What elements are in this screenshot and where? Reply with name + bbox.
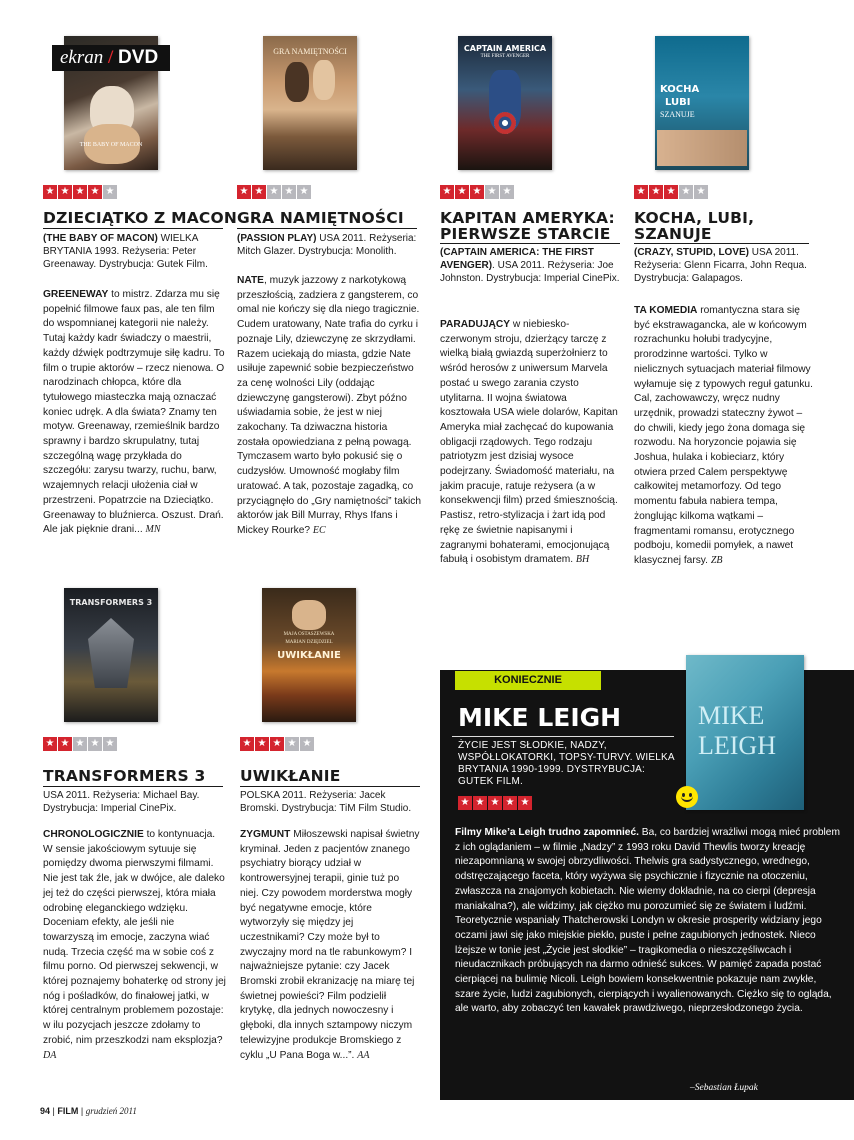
author-initials: EC bbox=[312, 524, 326, 536]
star-icon: ★ bbox=[285, 737, 299, 751]
title-kocha-line2: SZANUJE bbox=[634, 225, 712, 243]
rating-kapitan bbox=[440, 185, 514, 199]
author-initials: BH bbox=[575, 554, 590, 566]
star-icon: ★ bbox=[455, 185, 469, 199]
star-icon: ★ bbox=[73, 185, 87, 199]
issue-date: grudzień 2011 bbox=[85, 1106, 137, 1116]
feature-body bbox=[455, 826, 843, 1017]
lead-word: CHRONOLOGICZNIE bbox=[43, 829, 144, 840]
star-icon: ★ bbox=[58, 185, 72, 199]
cover-text: LUBI bbox=[665, 97, 691, 108]
cover-figure bbox=[292, 600, 326, 630]
meta-dzieciatko bbox=[43, 232, 226, 271]
star-icon: ★ bbox=[73, 737, 87, 751]
review-body-gra bbox=[237, 274, 422, 539]
review-body-dzieciatko bbox=[43, 288, 226, 538]
author-initials: MN bbox=[145, 524, 161, 536]
review-text: , muzyk jazzowy z narkotykową przeszłością, zadziera z gangsterem, co omal nie kończy się dla niego tragicznie. Cudem uratowany, Nate trafia do cyrku i poznaje Lily, dziewczynę ze skrzydłami. Razem uciekają do miasta, gdzie Nate usiłuje zapewnić sobie bezpieczeństwo za cenę wolności Lily (oddając dziewczynę gangsterowi). Zbyt późno uświadamia sobie, że jest w niej zakochany. Ta dziwaczna historia została opowiedziana z pełną powagą. Tymczasem warto było pokusić się o cudzysłów. Umowność mogłaby film uratować. A tak, pozostaje zagadką, co przyciągnęło do „Gry namiętności” takich aktorów jak Bill Murray, Rhys Ifans i Mickey Rourke? bbox=[237, 275, 422, 536]
section-tag bbox=[52, 45, 170, 71]
cover-text: GRA NAMIĘTNOŚCI bbox=[273, 47, 347, 56]
divider bbox=[43, 228, 223, 229]
page-footer bbox=[40, 1106, 137, 1116]
feature-signature: –Sebastian Łupak bbox=[690, 1083, 758, 1093]
meta-original-title: (CRAZY, STUPID, LOVE) bbox=[634, 247, 750, 258]
section-tag-bold: DVD bbox=[118, 47, 159, 68]
divider bbox=[237, 228, 417, 229]
divider bbox=[452, 736, 674, 737]
cover-gra-namietnosci bbox=[263, 36, 357, 170]
star-icon: ★ bbox=[237, 185, 251, 199]
meta-original-title: (THE BABY OF MACON) bbox=[43, 233, 158, 244]
star-icon: ★ bbox=[255, 737, 269, 751]
feature-title: MIKE LEIGH bbox=[458, 703, 622, 732]
meta-gra bbox=[237, 232, 422, 258]
divider bbox=[240, 786, 420, 787]
cover-text: THE BABY OF MACON bbox=[79, 142, 143, 148]
meta-kapitan bbox=[440, 246, 625, 285]
star-icon: ★ bbox=[252, 185, 266, 199]
star-icon: ★ bbox=[103, 737, 117, 751]
meta-details: . USA 2011. Reżyseria: Joe Johnston. Dystrybucja: Imperial CinePix. bbox=[440, 260, 620, 284]
review-text: to mistrz. Zdarza mu się popełnić filmowe faux pas, ale ten film do wspomnianej kategorii nie należy. Tutaj każdy kadr świadczy o maestrii, każdy dźwięk podtrzymuje siłę kadru. To film o trupie aktorów – rzecz nienowa. O narodzinach chłopca, które dla tytułowego miasteczka mają oznaczać koniec udręk. A dla świata? Znamy ten motyw. Greenaway, rzemieślnik bardzo sprawny i bardzo skrupulatny, tutaj szczególną wagę przykłada do szczegółu: zarysu twarzy, ruchu, barw, wzajemnych relacji ułożenia ciał w przestrzeni. Popatrzcie na Dzieciątko. Greenaway to bluźnierca. Oszust. Drań. Ale jak pięknie drani... bbox=[43, 289, 225, 536]
cover-text: UWIKŁANIE bbox=[277, 650, 341, 661]
star-icon: ★ bbox=[297, 185, 311, 199]
feature-meta: ŻYCIE JEST SŁODKIE, NADZY, WSPÓŁLOKATORKI, TOPSY-TURVY. WIELKA BRYTANIA 1990-1999. DYSTRYBUCJA: GUTEK FILM. bbox=[458, 740, 675, 787]
cover-uwiklanie bbox=[262, 588, 356, 722]
meta-uwiklanie bbox=[240, 789, 420, 815]
star-icon: ★ bbox=[282, 185, 296, 199]
title-uwiklanie: UWIKŁANIE bbox=[240, 767, 341, 785]
meta-original-title: (CAPTAIN AMERICA: THE FIRST AVENGER) bbox=[440, 247, 594, 271]
review-text: romantyczna stara się być ekstrawagancka, ale w końcowym rozrachunku hołubi tradycyjne, prorodzinne wartości. Tylko w nielicznych sytuacjach materiał filmowy wyłamuje się z typowych reguł gatunku. Cal, zachowawczy, wręcz nudny urzędnik, prowadzi stateczny żywot – do chwili, kiedy jego żona domaga się rozwodu. Na horyzoncie pojawia się Joshua, hulaka i kobieciarz, który otwiera przed Calem perspektywę całkowitej metamorfozy. Od tego momentu fabuła nabiera tempa, żonglując kilkoma wątkami – fragmentami romansu, erotycznego podboju, komedii pomyłek, a nawet klasycznej farsy. bbox=[634, 305, 813, 566]
author-initials: AA bbox=[357, 1049, 370, 1061]
meta-details: WIELKA BRYTANIA 1993. Reżyseria: Peter Greenaway. Dystrybucja: Gutek Film. bbox=[43, 233, 208, 270]
cover-text: SZANUJE bbox=[660, 110, 695, 119]
lead-word: GREENEWAY bbox=[43, 289, 109, 300]
star-icon: ★ bbox=[270, 737, 284, 751]
divider bbox=[634, 243, 809, 244]
feature-text: Ba, co bardziej wrażliwi mogą mieć problem z ich oglądaniem – w filmie „Nadzy” z 1993 roku David Thewlis tworzy kreację niezapomnianą w swojej obrzydliwości. Thelwis gra sadystycznego, wrednego, odstręczającego faceta, który wyżywa się psychicznie i fizycznie na otoczeniu, zwłaszcza na znajomych kobietach. Nie wiemy dokładnie, na co cierpi (depresja maniakalna?), ale widzimy, jak ciężko mu porozumieć się ze światem i ludźmi. Teoretycznie wspaniały Thatcherowski Londyn w okresie prosperity widziany jego oczami jawi się jako miejskie piekło, puste i pełne zagubionych jednostek. Nieco lżejsze w tonie jest „Życie jest słodkie” – tragikomedia o nieszczęśliwcach i nieudacznikach próbujących na darmo odnieść sukces. W pamięć zapada postać cierpiącej na bulimię Nicoli. Leigh bowiem konsekwentnie pokazuje nam zwykłe, szare życie, ludzi zagubionych, cierpiących i wyalienowanych. Ciężko się to ogląda, ale warto, aby zobaczyć ten kawałek prawdziwego, nieprzesłodzonego życia. bbox=[455, 827, 840, 1015]
footer-sep: | bbox=[52, 1106, 55, 1116]
star-icon: ★ bbox=[43, 737, 57, 751]
star-icon: ★ bbox=[649, 185, 663, 199]
smiley-icon bbox=[676, 786, 698, 808]
star-icon: ★ bbox=[503, 796, 517, 810]
author-initials: DA bbox=[43, 1049, 57, 1061]
title-gra: GRA NAMIĘTNOŚCI bbox=[237, 209, 404, 227]
star-icon: ★ bbox=[664, 185, 678, 199]
star-icon: ★ bbox=[488, 796, 502, 810]
section-tag-italic: ekran bbox=[60, 47, 104, 68]
star-icon: ★ bbox=[88, 737, 102, 751]
review-body-kocha bbox=[634, 304, 814, 569]
feature-badge: KONIECZNIE bbox=[455, 671, 601, 690]
cover-kocha-lubi-szanuje bbox=[655, 36, 749, 170]
star-icon: ★ bbox=[458, 796, 472, 810]
review-body-uwiklanie bbox=[240, 828, 420, 1063]
star-icon: ★ bbox=[300, 737, 314, 751]
cover-text: MIKE bbox=[698, 701, 765, 730]
lead-word: PARADUJĄCY bbox=[440, 319, 510, 330]
meta-details: POLSKA 2011. Reżyseria: Jacek Bromski. Dystrybucja: TiM Film Studio. bbox=[240, 790, 412, 814]
cover-text: THE FIRST AVENGER bbox=[480, 54, 530, 59]
star-icon: ★ bbox=[470, 185, 484, 199]
rating-uwiklanie bbox=[240, 737, 314, 751]
lead-word: NATE bbox=[237, 275, 264, 286]
star-icon: ★ bbox=[679, 185, 693, 199]
star-icon: ★ bbox=[694, 185, 708, 199]
rating-transformers bbox=[43, 737, 117, 751]
meta-transformers bbox=[43, 789, 223, 815]
star-icon: ★ bbox=[58, 737, 72, 751]
author-initials: ZB bbox=[710, 554, 723, 566]
meta-original-title: (PASSION PLAY) bbox=[237, 233, 317, 244]
cover-figure bbox=[88, 618, 134, 688]
title-kocha-line1: KOCHA, LUBI, bbox=[634, 209, 755, 227]
cover-text: TRANSFORMERS 3 bbox=[69, 598, 153, 607]
meta-details: USA 2011. Reżyseria: Glenn Ficarra, John Requa. Dystrybucja: Galapagos. bbox=[634, 247, 807, 284]
title-dzieciatko: DZIECIĄTKO Z MACON bbox=[43, 209, 238, 227]
lead-word: ZYGMUNT bbox=[240, 829, 291, 840]
star-icon: ★ bbox=[88, 185, 102, 199]
section-tag-slash: / bbox=[108, 47, 114, 68]
smiley-mouth bbox=[681, 795, 693, 802]
divider bbox=[440, 243, 620, 244]
review-text: Miłoszewski napisał świetny kryminał. Jeden z pacjentów znanego psychiatry biorący udział w kontrowersyjnej terapii, ginie tuż po niej. Czy powodem morderstwa mogły być negatywne emocje, które wytworzyły się między jej uczestnikami? Czy może był to zwyczajny mord na tle rabunkowym? I najważniejsze pytanie: czy Jacek Bromski zrobił ekranizację na miarę tej świetnej powieści? Film podzielił krytykę, dla jednych nowoczesny i głęboki, dla innych sztampowy niczym telewizyjne produkcje Bromskiego z cyklu „U Pana Boga w...”. bbox=[240, 829, 420, 1061]
review-text: to kontynuacja. W sensie jakościowym sytuuje się pomiędzy dwoma pierwszymi filmami. Nie jest tak źle, jak w dwójce, ale daleko jej też do części pierwszej, która miała odrobinę eleganckiego wdzięku. Doceniam efekty, ale jeśli nie towarzyszą im emocje, zaczyna wiać nudą. Trzecia część ma w sobie coś z filmu porno. Od pierwszej sekwencji, w której poznajemy bohaterkę od strony jej nóg i pośladków, do finałowej jatki, w której centralnym problemem pozostaje: w ilu pozycjach jeszcze zdołamy to zrobić, nim przeszkodzi nam eksplozja? bbox=[43, 829, 226, 1046]
shield-icon bbox=[494, 112, 516, 134]
star-icon: ★ bbox=[485, 185, 499, 199]
cover-mike-leigh bbox=[686, 655, 804, 810]
review-text: w niebiesko-czerwonym stroju, dzierżący tarczę z wielką białą gwiazdą superżołnierz to wśród herosów z uniwersum Marvela postać u swego zarania czysto utylitarna. II wojna światowa kosztowała USA wiele dolarów, Kapitan Ameryka miał zachęcać do kupowania obligacji rządowych. Tego rodzaju patriotyzm jest dzisiaj wysoce podejrzany. Świadomość materiału, na jakim pracuje, ratuje reżysera (a w konsekwencji film) przed śmiesznością. Pastisz, retro-stylizacja i żart idą pod rękę ze świetnie napisanymi i zagranymi bohaterami, emocjonującą fabułą i osobistym dramatem. bbox=[440, 319, 618, 566]
rating-dzieciatko bbox=[43, 185, 117, 199]
feature-lead: Filmy Mike’a Leigh trudno zapomnieć. bbox=[455, 827, 639, 838]
meta-details: USA 2011. Reżyseria: Mitch Glazer. Dystrybucja: Monolith. bbox=[237, 233, 417, 257]
review-body-transformers bbox=[43, 828, 226, 1063]
rating-kocha bbox=[634, 185, 708, 199]
star-icon: ★ bbox=[43, 185, 57, 199]
magazine-name: FILM bbox=[57, 1106, 79, 1116]
divider bbox=[43, 786, 223, 787]
title-kapitan-line1: KAPITAN AMERYKA: bbox=[440, 209, 615, 227]
rating-gra bbox=[237, 185, 311, 199]
cover-figure bbox=[285, 62, 309, 102]
star-icon: ★ bbox=[267, 185, 281, 199]
cover-figure bbox=[313, 60, 335, 100]
title-transformers: TRANSFORMERS 3 bbox=[43, 767, 206, 785]
footer-sep: | bbox=[80, 1106, 84, 1116]
cover-transformers-3 bbox=[64, 588, 158, 722]
cover-figure bbox=[657, 130, 747, 166]
cover-captain-america bbox=[458, 36, 552, 170]
cover-text: CAPTAIN AMERICA bbox=[463, 44, 547, 53]
rating-mike-leigh bbox=[458, 796, 532, 810]
cover-text: KOCHA bbox=[660, 84, 700, 95]
lead-word: TA KOMEDIA bbox=[634, 305, 698, 316]
star-icon: ★ bbox=[103, 185, 117, 199]
review-body-kapitan bbox=[440, 318, 620, 568]
page-number: 94 bbox=[40, 1106, 51, 1116]
star-icon: ★ bbox=[240, 737, 254, 751]
star-icon: ★ bbox=[634, 185, 648, 199]
meta-details: USA 2011. Reżyseria: Michael Bay. Dystrybucja: Imperial CinePix. bbox=[43, 790, 200, 814]
star-icon: ★ bbox=[440, 185, 454, 199]
meta-kocha bbox=[634, 246, 819, 285]
cover-text: MAJA OSTASZEWSKA bbox=[283, 632, 335, 637]
star-icon: ★ bbox=[518, 796, 532, 810]
title-kapitan-line2: PIERWSZE STARCIE bbox=[440, 225, 611, 243]
star-icon: ★ bbox=[473, 796, 487, 810]
cover-text: LEIGH bbox=[698, 731, 776, 760]
cover-text: MARIAN DZIĘDZIEL bbox=[285, 640, 333, 645]
star-icon: ★ bbox=[500, 185, 514, 199]
